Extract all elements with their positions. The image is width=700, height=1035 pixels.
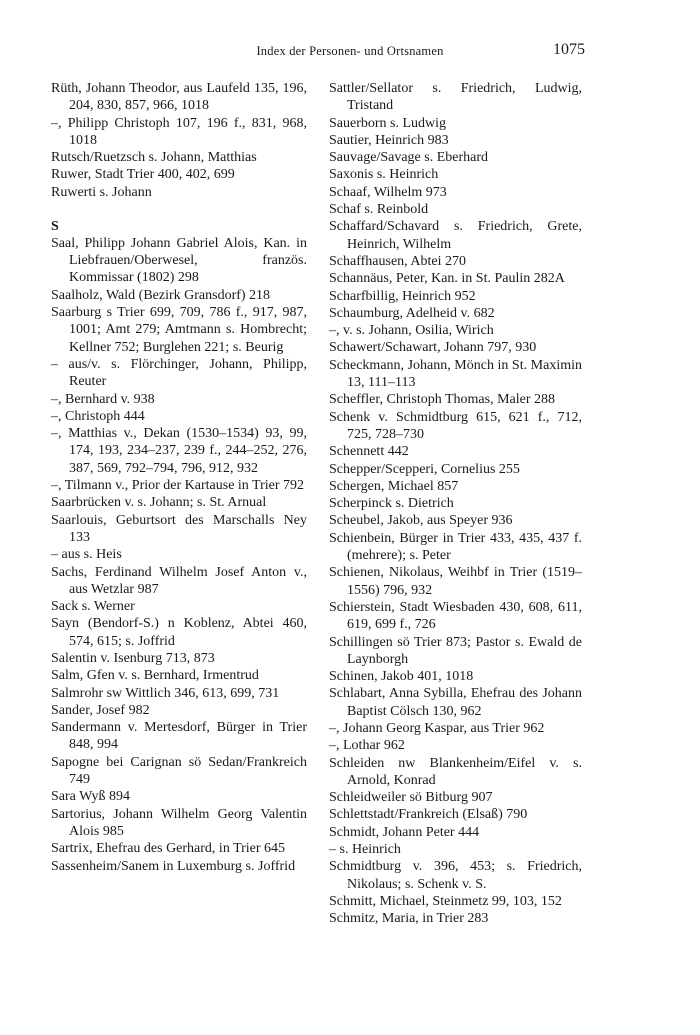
index-entry: Schinen, Jakob 401, 1018 <box>329 669 474 685</box>
index-entry: Sassenheim/Sanem in Luxemburg s. Joffrid <box>51 858 296 874</box>
index-entry: Rutsch/Ruetzsch s. Johann, Matthias <box>51 150 257 166</box>
index-entry: Sattler/Sellator s. Friedrich, Ludwig, Tristand <box>329 81 582 114</box>
index-entry: Schaumburg, Adelheid v. 682 <box>329 305 495 321</box>
index-entry: – aus/v. s. Flörchinger, Johann, Philipp, Reuter <box>51 356 307 390</box>
index-entry: Sartorius, Johann Wilhelm Georg Valentin Alois 985 <box>51 806 307 839</box>
index-entry: Schaffhausen, Abtei 270 <box>329 253 466 269</box>
index-entry: Schierstein, Stadt Wiesbaden 430, 608, 611, 619, 699 f., 726 <box>329 599 582 633</box>
index-entry: –, v. s. Johann, Osilia, Wirich <box>329 323 494 339</box>
index-entry: Schleiden nw Blankenheim/Eifel v. s. Arnold, Konrad <box>329 755 582 788</box>
index-entry: Salmrohr sw Wittlich 346, 613, 699, 731 <box>51 685 280 701</box>
running-header: Index der Personen- und Ortsnamen <box>256 44 444 58</box>
index-entry: –, Lothar 962 <box>329 738 405 754</box>
index-entry: Schaf s. Reinbold <box>329 202 429 218</box>
index-entry: Sartrix, Ehefrau des Gerhard, in Trier 645 <box>51 841 286 857</box>
index-entry: Sachs, Ferdinand Wilhelm Josef Anton v., aus Wetzlar 987 <box>51 564 307 597</box>
index-entry: Sauvage/Savage s. Eberhard <box>329 150 488 166</box>
index-column-left <box>51 80 307 875</box>
index-entry: Schillingen sö Trier 873; Pastor s. Ewald de Laynborgh <box>329 634 582 667</box>
index-entry: –, Tilmann v., Prior der Kartause in Trier 792 <box>51 478 305 494</box>
index-entry: Schmidt, Johann Peter 444 <box>329 824 480 840</box>
index-entry: Saal, Philipp Johann Gabriel Alois, Kan. in Liebfrauen/Oberwesel, französ. Kommissar (1802) 298 <box>51 235 307 286</box>
index-entry: Rüth, Johann Theodor, aus Laufeld 135, 196, 204, 830, 857, 966, 1018 <box>51 81 307 114</box>
index-entry: Sapogne bei Carignan sö Sedan/Frankreich 749 <box>51 754 307 788</box>
index-entry: –, Johann Georg Kaspar, aus Trier 962 <box>329 720 545 736</box>
index-entry: –, Bernhard v. 938 <box>51 391 155 407</box>
index-entry: Scheffler, Christoph Thomas, Maler 288 <box>329 392 555 408</box>
index-entry: Schienbein, Bürger in Trier 433, 435, 437 f. (mehrere); s. Peter <box>329 530 582 564</box>
section-letter: S <box>51 218 59 234</box>
index-entry: Sander, Josef 982 <box>51 702 150 718</box>
index-entry: Schepper/Scepperi, Cornelius 255 <box>329 461 520 477</box>
index-entry: Sauerborn s. Ludwig <box>329 115 447 131</box>
index-column-right <box>329 80 582 928</box>
index-entry: Ruwerti s. Johann <box>51 184 152 200</box>
index-entry: Scharfbillig, Heinrich 952 <box>329 288 476 304</box>
index-entry: Sara Wyß 894 <box>51 789 130 805</box>
index-entry: Schergen, Michael 857 <box>329 478 459 494</box>
index-entry: Saarbrücken v. s. Johann; s. St. Arnual <box>51 495 267 511</box>
index-entry: Schmitz, Maria, in Trier 283 <box>329 911 489 927</box>
index-entry: Scheckmann, Johann, Mönch in St. Maximin 13, 111–113 <box>329 357 582 391</box>
index-entry: Schienen, Nikolaus, Weihbf in Trier (1519–1556) 796, 932 <box>329 565 582 598</box>
index-entry: Scheubel, Jakob, aus Speyer 936 <box>329 513 513 529</box>
index-entry: Schmidtburg v. 396, 453; s. Friedrich, Nikolaus; s. Schenk v. S. <box>329 859 582 892</box>
index-entry: Saalholz, Wald (Bezirk Gransdorf) 218 <box>51 287 271 303</box>
index-entry: Schawert/Schawart, Johann 797, 930 <box>329 340 537 356</box>
index-entry: Sandermann v. Mertesdorf, Bürger in Trier 848, 994 <box>51 720 307 753</box>
index-entry: –, Christoph 444 <box>51 408 145 424</box>
index-entry: Schlabart, Anna Sybilla, Ehefrau des Johann Baptist Cölsch 130, 962 <box>329 686 582 719</box>
index-entry: Saarburg s Trier 699, 709, 786 f., 917, 987, 1001; Amt 279; Amtmann s. Hombrecht; Kellner 752; Burglehen 221; s. Beurig <box>51 305 307 355</box>
index-entry: Sayn (Bendorf-S.) n Koblenz, Abtei 460, 574, 615; s. Joffrid <box>51 616 307 649</box>
page-number: 1075 <box>553 41 585 58</box>
index-entry: Schenk v. Schmidtburg 615, 621 f., 712, 725, 728–730 <box>329 409 582 442</box>
index-entry: Salm, Gfen v. s. Bernhard, Irmentrud <box>51 668 259 684</box>
index-entry: Ruwer, Stadt Trier 400, 402, 699 <box>51 167 235 183</box>
index-entry: Saarlouis, Geburtsort des Marschalls Ney 133 <box>51 512 307 545</box>
index-entry: Schannäus, Peter, Kan. in St. Paulin 282A <box>329 271 565 287</box>
index-entry: Schlettstadt/Frankreich (Elsaß) 790 <box>329 807 528 823</box>
index-entry: Sautier, Heinrich 983 <box>329 132 449 148</box>
index-entry: Schaffard/Schavard s. Friedrich, Grete, Heinrich, Wilhelm <box>329 219 582 252</box>
index-entry: –, Philipp Christoph 107, 196 f., 831, 968, 1018 <box>51 115 307 148</box>
index-entry: Schmitt, Michael, Steinmetz 99, 103, 152 <box>329 893 562 909</box>
index-entry: Saxonis s. Heinrich <box>329 167 439 183</box>
index-entry: – s. Heinrich <box>329 842 401 858</box>
index-entry: Salentin v. Isenburg 713, 873 <box>51 651 215 666</box>
index-entry: – aus s. Heis <box>51 547 122 563</box>
index-entry: Schaaf, Wilhelm 973 <box>329 184 447 200</box>
index-entry: Schennett 442 <box>329 444 409 460</box>
index-entry: Scherpinck s. Dietrich <box>329 496 454 512</box>
index-entry: Sack s. Werner <box>51 599 135 615</box>
index-entry: Schleidweiler sö Bitburg 907 <box>329 790 493 806</box>
index-entry: –, Matthias v., Dekan (1530–1534) 93, 99, 174, 193, 234–237, 239 f., 244–252, 276, 387, 569, 792–794, 796, 912, 932 <box>51 426 307 476</box>
